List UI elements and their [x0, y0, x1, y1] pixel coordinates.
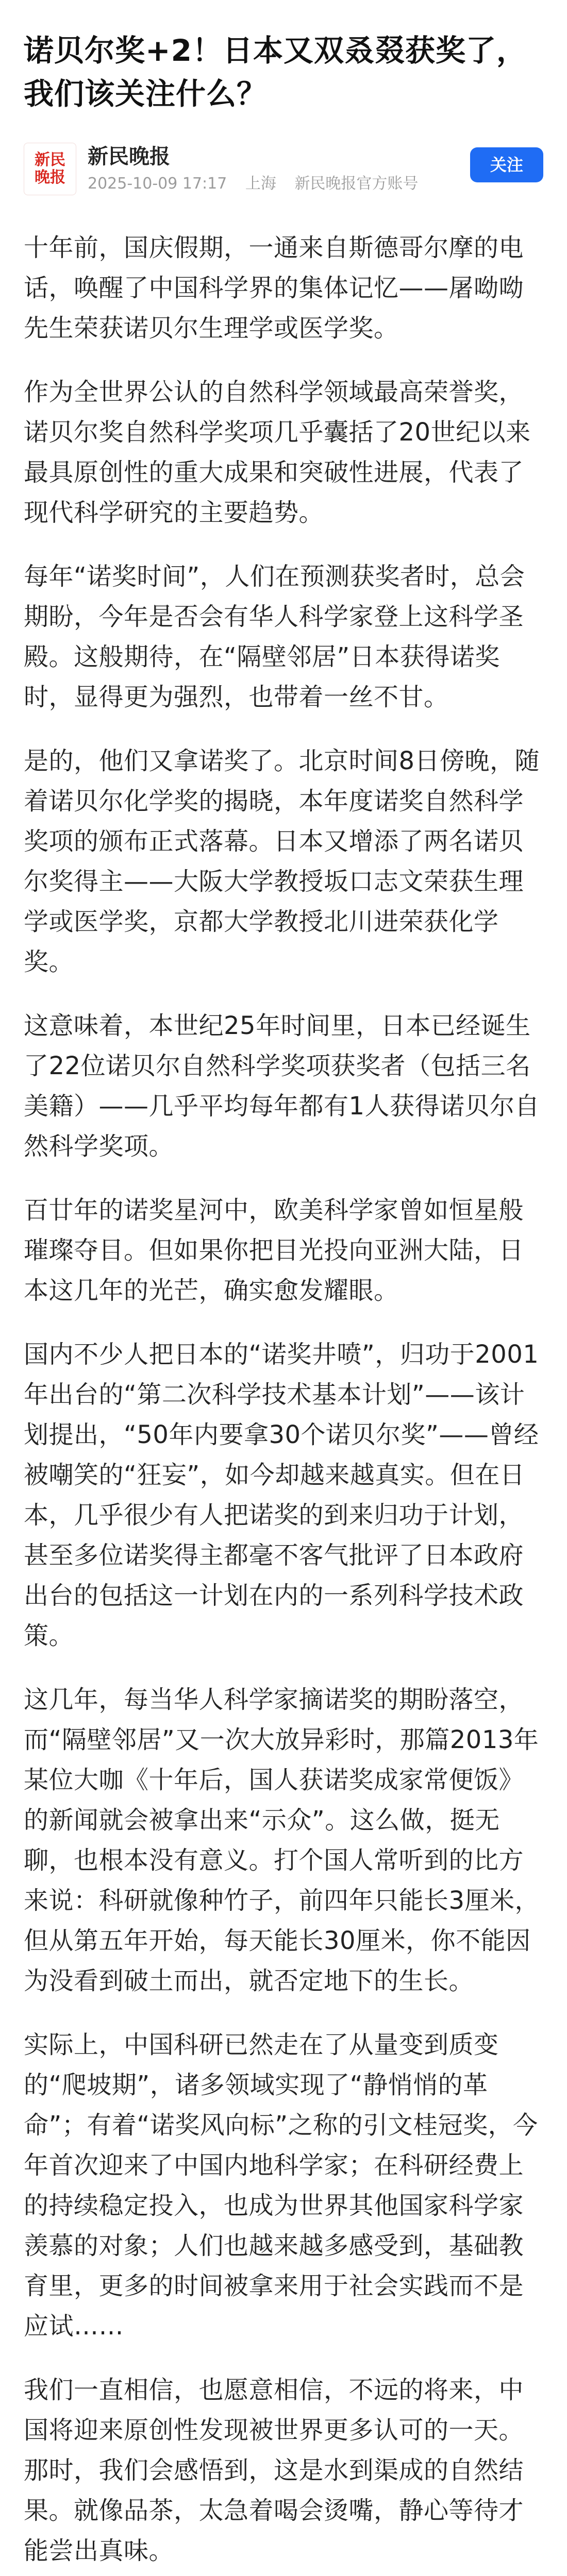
account-label: 新民晚报官方账号: [294, 175, 419, 193]
article-paragraph: 百廿年的诺奖星河中，欧美科学家曾如恒星般璀璨夺目。但如果你把目光投向亚洲大陆，日本这几年的光芒，确实愈发耀眼。: [24, 1196, 524, 1305]
article-paragraph: 是的，他们又拿诺奖了。北京时间8日傍晚，随着诺贝尔化学奖的揭晓，本年度诺奖自然科学奖项的颁布正式落幕。日本又增添了两名诺贝尔奖得主——大阪大学教授坂口志文荣获生理学或医学奖，京都大学教授北川进荣获化学奖。: [24, 747, 540, 976]
article-title: 诺贝尔奖+2！日本又双叒叕获奖了，我们该关注什么？: [24, 33, 527, 111]
article-paragraph: 作为全世界公认的自然科学领域最高荣誉奖，诺贝尔奖自然科学奖项几乎囊括了20世纪以来最具原创性的重大成果和突破性进展，代表了现代科学研究的主要趋势。: [24, 378, 531, 527]
logo-text-bottom: 晚报: [35, 168, 65, 187]
article-paragraph: 我们一直相信，也愿意相信，不远的将来，中国将迎来原创性发现被世界更多认可的一天。那时，我们会感悟到，这是水到渠成的自然结果。就像品茶，太急着喝会烫嘴，静心等待才能尝出真味。: [24, 2376, 524, 2565]
article-paragraph: 实际上，中国科研已然走在了从量变到质变的“爬坡期”，诸多领域实现了“静悄悄的革命”；有着“诺奖风向标”之称的引文桂冠奖，今年首次迎来了中国内地科学家；在科研经费上的持续稳定投入，也成为世界其他国家科学家羡慕的对象；人们也越来越多感受到，基础教育里，更多的时间被拿来用于社会实践而不是应试……: [24, 2030, 538, 2341]
logo-text-top: 新民: [35, 151, 65, 169]
article-paragraph: 这几年，每当华人科学家摘诺奖的期盼落空，而“隔壁邻居”又一次大放异彩时，那篇2013年某位大咖《十年后，国人获诺奖成家常便饭》的新闻就会被拿出来“示众”。这么做，挺无聊，也根本没有意义。打个国人常听到的比方来说：科研就像种竹子，前四年只能长3厘米，但从第五年开始，每天能长30厘米，你不能因为没看到破土而出，就否定地下的生长。: [24, 1685, 540, 1995]
article-paragraph: 十年前，国庆假期，一通来自斯德哥尔摩的电话，唤醒了中国科学界的集体记忆——屠呦呦先生荣获诺贝尔生理学或医学奖。: [24, 233, 524, 343]
publish-date: 2025-10-09 17:17: [88, 175, 227, 193]
source-logo[interactable]: [24, 143, 76, 195]
article-paragraph: 每年“诺奖时间”，人们在预测获奖者时，总会期盼，今年是否会有华人科学家登上这科学圣殿。这般期待，在“隔壁邻居”日本获得诺奖时，显得更为强烈，也带着一丝不甘。: [24, 562, 525, 711]
article-paragraph: 国内不少人把日本的“诺奖井喷”，归功于2001年出台的“第二次科学技术基本计划”——该计划提出，“50年内要拿30个诺贝尔奖”——曾经被嘲笑的“狂妄”，如今却越来越真实。但在日本，几乎很少有人把诺奖的到来归功于计划，甚至多位诺奖得主都毫不客气批评了日本政府出台的包括这一计划在内的一系列科学技术政策。: [24, 1340, 539, 1650]
author-bar: [24, 138, 543, 200]
article-body: [24, 228, 543, 2576]
article-paragraph: 这意味着，本世纪25年时间里，日本已经诞生了22位诺贝尔自然科学奖项获奖者（包括三名美籍）——几乎平均每年都有1人获得诺贝尔自然科学奖项。: [24, 1011, 540, 1161]
source-name[interactable]: 新民晚报: [88, 145, 170, 168]
publish-location: 上海: [245, 175, 276, 193]
follow-button[interactable]: 关注: [470, 147, 543, 182]
